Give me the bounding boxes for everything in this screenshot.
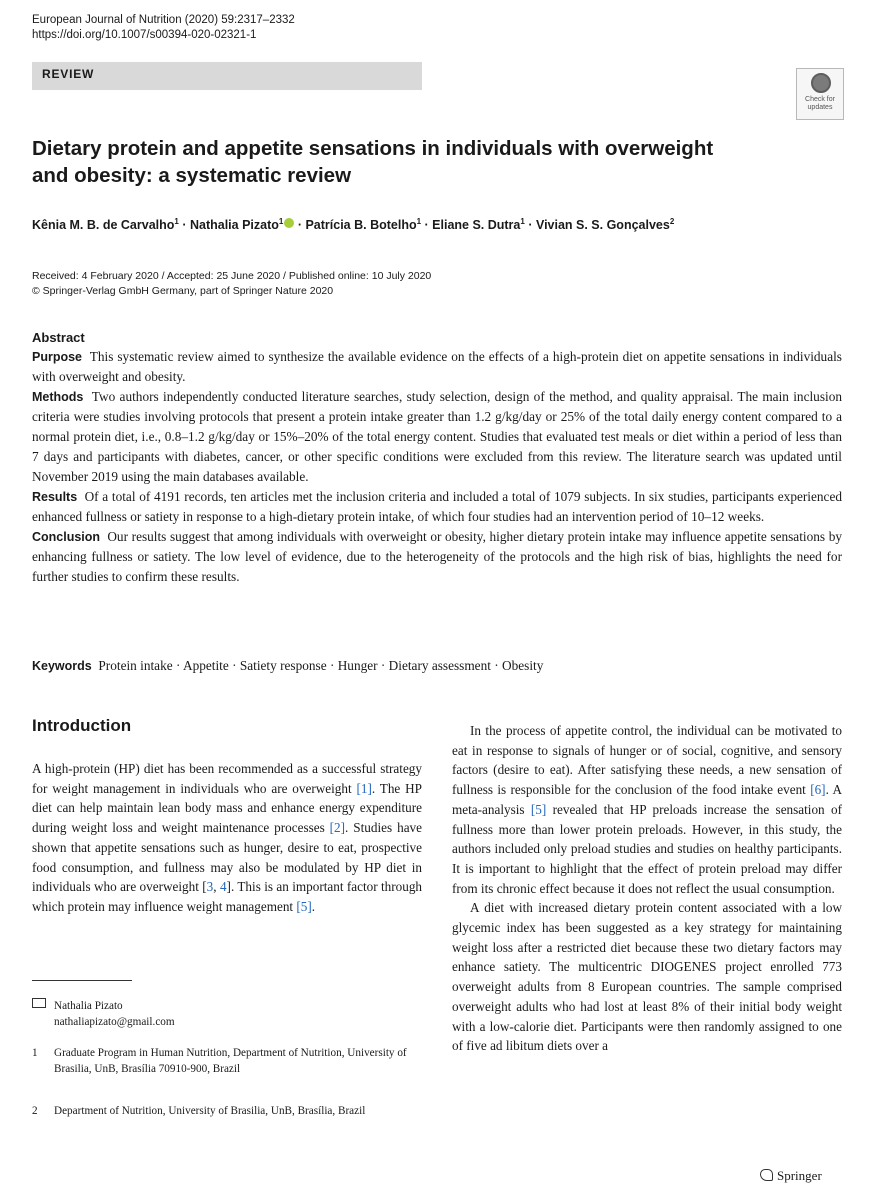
author-name[interactable]: Vivian S. S. Gonçalves	[535, 218, 670, 233]
body-text: In the process of appetite control, the individual can be motivated to eat in response to signals of hunger or of social, cognitive, and sensory factors (desire to eat). After satisfying these needs, a new sensation of fullness is responsible for the conclusion of the food intake event	[452, 723, 842, 798]
citation-link[interactable]: [1]	[356, 780, 372, 796]
author-affiliation: 1	[174, 217, 179, 226]
citation-link[interactable]: [5]	[296, 898, 312, 914]
author-affiliation: 1	[520, 217, 525, 226]
author-name[interactable]: Kênia M. B. de Carvalho	[32, 218, 175, 233]
author-affiliation: 2	[669, 217, 675, 226]
keywords-text: Protein intake · Appetite · Satiety response · Hunger · Dietary assessment · Obesity	[98, 658, 544, 673]
body-text: ]. This is an important factor through which protein may influence weight management	[32, 879, 423, 914]
purpose-text: This systematic review aimed to synthesize the available evidence on the effects of a high-protein diet on appetite sensations in individuals with overweight and obesity.	[32, 349, 842, 384]
citation-link[interactable]: 3	[206, 879, 214, 895]
author-name[interactable]: Patrícia B. Botelho	[305, 218, 417, 233]
publication-dates: Received: 4 February 2020 / Accepted: 25 June 2020 / Published online: 10 July 2020	[32, 270, 432, 282]
footnote-marker: 2	[32, 1105, 38, 1117]
author-list	[32, 217, 852, 232]
body-text: revealed that HP preloads increase the sensation of fullness more than lower protein preloads. However, in this study, the authors included only preload studies and studies on healthy participants. It is important to highlight that the effect of protein preload may differ from its chronic effect because it does not reflect the usual consumption.	[452, 801, 842, 896]
author-separator: ·	[421, 218, 433, 233]
copyright-line: © Springer-Verlag GmbH Germany, part of Springer Nature 2020	[32, 285, 334, 297]
methods-text: Two authors independently conducted literature searches, study selection, design of the method, and quality appraisal. The main inclusion criteria were studies involving protocols that present a protein intake greater than 1.2 g/kg/day or 25% of the total daily energy content compared to a normal protein diet, i.e., 0.8–1.2 g/kg/day or 15%–20% of the total energy content. Studies that evaluated test meals or diet within a period of less than 7 days and participants with diabetes, cancer, or other specific conditions were excluded from this review. The literature search was updated until November 2019 using the main databases available.	[32, 389, 842, 484]
title-line-1: Dietary protein and appetite sensations in individuals with overweight	[32, 137, 714, 160]
footnote-marker: 1	[32, 1047, 38, 1059]
corresponding-author-footnote	[32, 998, 422, 1030]
check-updates-line-2: updates	[807, 104, 833, 111]
citation-link[interactable]: [6]	[810, 782, 826, 798]
springer-horse-icon	[760, 1169, 773, 1181]
author-affiliation: 1	[416, 217, 422, 226]
affiliation-text: Graduate Program in Human Nutrition, Department of Nutrition, University of Brasilia, UnB, Brasília 70910-900, Brazil	[54, 1047, 407, 1075]
abstract-purpose	[32, 347, 842, 387]
left-column	[32, 759, 422, 917]
title-line-2: and obesity: a systematic review	[32, 164, 352, 187]
results-label: Results	[32, 490, 78, 504]
author-separator: ·	[524, 218, 536, 233]
article-title	[32, 135, 812, 189]
purpose-label: Purpose	[32, 350, 83, 364]
body-text: .	[311, 898, 316, 914]
publisher-logo	[760, 1168, 822, 1184]
publication-history	[32, 269, 431, 299]
right-column	[452, 721, 842, 1056]
methods-label: Methods	[32, 390, 84, 404]
intro-paragraph	[452, 721, 842, 898]
footnote-rule	[32, 980, 132, 981]
author-name[interactable]: Nathalia Pizato	[189, 218, 279, 233]
check-updates-icon	[811, 73, 831, 93]
citation-link[interactable]: 4	[219, 879, 227, 895]
abstract-conclusion	[32, 527, 842, 587]
check-updates-line-1: Check for	[805, 96, 835, 103]
body-text: . Studies have shown that appetite sensations such as hunger, desire to eat, prospective food consumption, and fullness may also be modulated by HP diet in individuals who are overweight [	[32, 820, 422, 895]
envelope-icon	[32, 998, 46, 1008]
author-name[interactable]: Eliane S. Dutra	[432, 218, 521, 233]
affiliation-footnote-1	[32, 1045, 422, 1077]
results-text: Of a total of 4191 records, ten articles met the inclusion criteria and included a total of 1079 subjects. In six studies, participants experienced enhanced fullness or satiety in response to a high-dietary protein intake, of which four studies had an intervention period of 10–12 weeks.	[32, 489, 842, 524]
corresponding-author-name: Nathalia Pizato	[54, 1000, 123, 1012]
intro-paragraph	[32, 759, 422, 917]
keywords	[32, 658, 842, 674]
abstract-results	[32, 487, 842, 527]
intro-paragraph: A diet with increased dietary protein content associated with a low glycemic index has been suggested as a key strategy for maintaining weight loss after a restricted diet because these two dietary factors may enhance satiety. The multicentric DIOGENES project enrolled 773 overweight adults from 8 European countries. The sample comprised overweight adults who had lost at least 8% of their initial body weight with a low-calorie diet. Participants were then randomly assigned to one of five ad libitum diets over a	[452, 900, 842, 1054]
corresponding-author-email[interactable]: nathaliapizato@gmail.com	[54, 1016, 175, 1028]
conclusion-text: Our results suggest that among individuals with overweight or obesity, higher dietary protein intake may influence appetite sensations by enhancing fullness or satiety. The low level of evidence, due to the heterogeneity of the protocols and the high risk of bias, highlights the need for further studies to confirm these results.	[32, 529, 842, 584]
journal-header	[32, 13, 295, 43]
conclusion-label: Conclusion	[32, 530, 101, 544]
journal-citation: European Journal of Nutrition (2020) 59:2317–2332	[32, 14, 295, 26]
keywords-label: Keywords	[32, 659, 92, 673]
citation-link[interactable]: [5]	[530, 801, 547, 817]
body-text: . The HP diet can help maintain lean body mass and enhance energy expenditure during weight loss and weight maintenance processes	[32, 780, 422, 836]
author-separator: ·	[294, 218, 306, 233]
check-updates-text	[797, 96, 843, 112]
citation-link[interactable]: [2]	[329, 820, 346, 836]
orcid-icon[interactable]	[284, 218, 294, 228]
author-affiliation: 1	[278, 217, 284, 226]
body-text: ,	[213, 879, 220, 895]
check-updates-badge[interactable]	[796, 68, 844, 120]
abstract-methods	[32, 387, 842, 487]
abstract-heading: Abstract	[32, 330, 85, 345]
affiliation-footnote-2	[32, 1103, 422, 1119]
body-text: . A meta-analysis	[452, 782, 842, 817]
introduction-heading: Introduction	[32, 716, 132, 735]
body-text: A high-protein (HP) diet has been recommended as a successful strategy for weight management in individuals who are overweight	[32, 761, 422, 796]
doi-link[interactable]: https://doi.org/10.1007/s00394-020-02321-1	[32, 29, 257, 41]
abstract-body	[32, 347, 842, 587]
article-type-label: REVIEW	[42, 67, 95, 81]
affiliation-text: Department of Nutrition, University of Brasilia, UnB, Brasília, Brazil	[54, 1105, 366, 1117]
author-separator: ·	[178, 218, 190, 233]
publisher-name: Springer	[777, 1168, 822, 1183]
